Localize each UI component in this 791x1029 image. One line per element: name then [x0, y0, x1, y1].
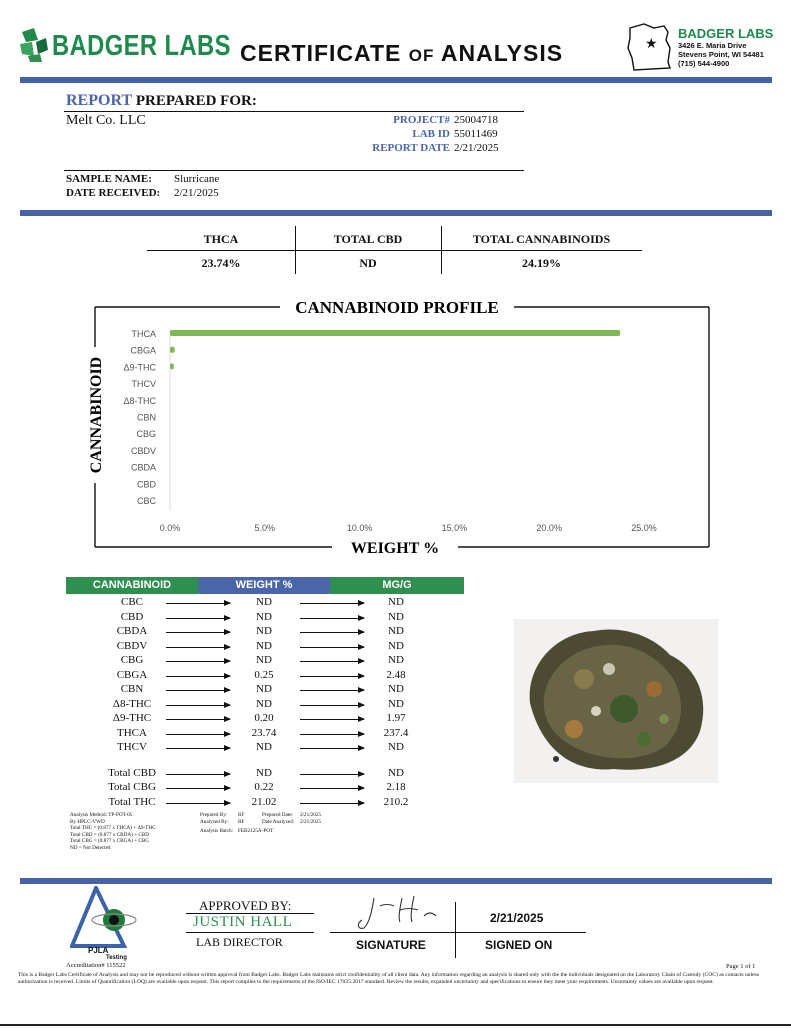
date-received: 2/21/2025 — [174, 187, 219, 199]
method-note: Analysis Method: TP-POT-05 — [70, 812, 133, 818]
mg-value: ND — [388, 697, 404, 710]
cannabinoid-name: THCV — [117, 741, 147, 753]
table-row — [66, 741, 466, 756]
director-title: LAB DIRECTOR — [196, 935, 283, 949]
mg-value: 2.18 — [386, 781, 406, 794]
mg-value: ND — [388, 596, 404, 608]
prepared-date-label: Prepared Date: — [262, 812, 293, 818]
signature-divider — [455, 902, 456, 958]
project-number: 25004718 — [454, 114, 498, 126]
analyzed-by: RF — [238, 818, 245, 825]
mg-value: ND — [388, 610, 404, 623]
table-row — [66, 654, 466, 669]
pjla-testing: Testing — [106, 955, 127, 961]
summary-table — [147, 226, 642, 274]
accreditation-number: Accreditation# 115522 — [66, 962, 126, 969]
weight-value: ND — [256, 610, 272, 623]
sample-rule — [64, 170, 524, 171]
page-number: Page 1 of 1 — [726, 963, 756, 970]
cannabinoid-name: CBD — [120, 610, 144, 623]
weight-value: ND — [256, 683, 272, 695]
chart-category-label: CBG — [136, 429, 156, 440]
method-note: Total THC = (0.877 x THCA) + Δ9-THC — [70, 825, 156, 831]
chart-title: CANNABINOID PROFILE — [295, 298, 499, 317]
total-row — [66, 767, 466, 782]
summary-rule — [147, 250, 642, 251]
sample-info — [66, 173, 219, 201]
chart-x-tick-label: 20.0% — [536, 523, 562, 533]
chart-category-label: THCA — [131, 329, 156, 339]
lab-id-label: LAB ID — [412, 128, 450, 140]
chart-category-label: CBN — [136, 412, 156, 423]
mg-value: ND — [388, 625, 404, 637]
chart-category-label: Δ9-THC — [123, 362, 156, 373]
cannabinoid-name: Total CBD — [108, 767, 156, 779]
table-row — [66, 625, 466, 640]
weight-value: ND — [256, 596, 272, 608]
report-rule — [64, 111, 524, 112]
chart-x-tick-label: 10.0% — [346, 523, 373, 533]
chart-category-label: CBC — [136, 496, 156, 506]
weight-value: ND — [256, 697, 272, 710]
weight-value: ND — [256, 654, 272, 666]
project-label: PROJECT# — [393, 114, 450, 126]
report-date-label: REPORT DATE — [372, 142, 450, 154]
prepared-info — [200, 812, 370, 835]
signature-image — [350, 892, 450, 934]
cannabinoid-name: CBGA — [116, 668, 148, 681]
date-received-label: DATE RECEIVED: — [66, 187, 161, 199]
method-notes — [70, 812, 190, 851]
weight-value: 21.02 — [251, 795, 277, 808]
weight-value: ND — [256, 625, 272, 637]
prepared-by: RF — [238, 812, 245, 818]
sample-name-label: SAMPLE NAME: — [66, 173, 152, 185]
chart-x-tick-label: 25.0% — [631, 523, 657, 533]
chart-bar — [170, 330, 620, 336]
pjla-label: PJLA — [88, 946, 109, 955]
signed-date: 2/21/2025 — [490, 911, 544, 925]
table-row — [66, 727, 466, 742]
weight-value: ND — [256, 639, 272, 652]
chart-bar — [170, 347, 175, 353]
document-title: CERTIFICATE OF ANALYSIS — [240, 40, 564, 66]
mg-value: ND — [388, 639, 404, 652]
method-note: Total CBG = (0.877 x CBGA) + CBG — [70, 838, 149, 844]
analyzed-by-label: Analyzed By: — [200, 818, 229, 825]
lab-address-line: 3426 E. Maria Drive — [678, 41, 747, 50]
weight-value: 0.25 — [254, 668, 274, 681]
chart-x-tick-label: 15.0% — [441, 523, 468, 533]
cannabinoid-name: CBG — [120, 654, 144, 666]
table-row — [66, 640, 466, 655]
mg-value: 1.97 — [386, 712, 406, 724]
chart-x-tick-label: 0.0% — [159, 523, 181, 533]
lab-name: BADGER LABS — [678, 26, 774, 41]
mg-value: ND — [388, 683, 404, 695]
lab-city-line: Stevens Point, WI 54481 — [678, 50, 764, 59]
sample-photo — [514, 619, 718, 783]
method-note: By HPLC-VWD — [70, 818, 105, 825]
summary-header-thca: THCA — [203, 232, 239, 246]
analyzed-date: 2/21/2025 — [300, 818, 322, 825]
chart-y-axis-label: CANNABINOID — [88, 356, 105, 474]
cannabinoid-name: THCA — [117, 726, 147, 739]
director-rule — [186, 932, 314, 933]
batch-id: FEB2125A-POT — [238, 828, 274, 834]
weight-value: 0.22 — [254, 781, 274, 794]
summary-header-total-cbd: TOTAL CBD — [333, 232, 403, 246]
lab-phone: (715) 544-4900 — [678, 59, 730, 68]
report-divider — [20, 210, 772, 216]
chart-category-label: CBGA — [130, 345, 156, 356]
director-name: JUSTIN HALL — [193, 914, 293, 930]
cannabinoid-name: Δ9-THC — [112, 712, 152, 724]
brand-name: BADGER LABS — [52, 30, 231, 62]
weight-value: 23.74 — [251, 726, 277, 739]
prepared-date: 2/21/2025 — [300, 812, 322, 818]
signature-label: SIGNATURE — [356, 938, 426, 952]
table-header-cannabinoid: CANNABINOID — [66, 577, 198, 594]
chart-category-label: CBD — [136, 479, 156, 490]
cannabinoid-name: Total CBG — [108, 781, 156, 794]
header-divider — [20, 77, 772, 83]
footer-divider — [20, 878, 772, 884]
table-row — [66, 712, 466, 727]
lab-id: 55011469 — [454, 128, 498, 140]
cannabinoid-name: Total THC — [108, 795, 156, 808]
table-header-mg: MG/G — [330, 577, 464, 594]
report-date: 2/21/2025 — [454, 142, 499, 154]
summary-total-cbd-value: ND — [359, 256, 377, 270]
mg-value: 237.4 — [383, 726, 409, 739]
mg-value: 2.48 — [386, 668, 406, 681]
disclaimer-text: This is a Badger Labs Certificate of Analysis and may not be reproduced without written approval from Badger Labs. Badger Labs maintains strict confidentiality of all client data. Any information regarding an analysis is shared only with the the individuals designated on the Laboratory Chain of Custody (COC) as contacts unless authorization is received. Limits of Quantification (LOQ) are available upon request. This report complies to the requirements of the ISO/IEC 17025:2017 standard. Review the results, expanded uncertainty and specifications to ensure they meet your requirements. Uncertainty values are available upon request. — [18, 972, 759, 986]
project-info — [340, 114, 499, 156]
analyzed-date-label: Date Analyzed: — [262, 818, 295, 825]
table-row — [66, 698, 466, 713]
signature-rule — [330, 932, 586, 933]
prepared-by-label: Prepared By: — [200, 812, 228, 818]
mg-value: ND — [388, 654, 404, 666]
signed-on-label: SIGNED ON — [485, 938, 553, 952]
table-row — [66, 596, 466, 611]
chart-category-label: Δ8-THC — [123, 395, 156, 406]
batch-label: Analysis Batch: — [200, 828, 233, 834]
table-header-weight: WEIGHT % — [198, 577, 330, 594]
summary-thca-value: 23.74% — [201, 256, 241, 270]
summary-divider — [295, 226, 296, 274]
table-row — [66, 611, 466, 626]
total-row — [66, 781, 466, 796]
weight-value: 0.20 — [254, 712, 274, 724]
cannabinoid-name: CBN — [120, 683, 144, 695]
cannabinoid-name: Δ8-THC — [112, 697, 152, 710]
report-prepared-for-label: REPORT PREPARED FOR: — [66, 92, 257, 109]
cannabinoid-name: CBC — [120, 596, 143, 608]
summary-divider — [441, 226, 442, 274]
mg-value: ND — [388, 767, 404, 779]
method-note: Total CBD = (0.877 x CBDA) + CBD — [70, 831, 149, 838]
approved-by-label: APPROVED BY: — [199, 898, 292, 913]
chart-category-label: CBDV — [130, 445, 156, 456]
mg-value: ND — [388, 741, 404, 753]
method-note: ND = Not Detected — [70, 844, 111, 851]
summary-total-cannabinoids-value: 24.19% — [522, 256, 561, 270]
chart-x-tick-label: 5.0% — [254, 523, 276, 533]
chart-bar — [170, 363, 174, 369]
star-icon: ★ — [645, 37, 658, 52]
chart-x-axis-label: WEIGHT % — [350, 540, 440, 557]
weight-value: ND — [256, 741, 272, 753]
pjla-logo-icon — [70, 886, 154, 950]
sample-name: Slurricane — [174, 173, 220, 185]
cannabinoid-name: CBDV — [116, 639, 148, 652]
lab-address-block — [678, 26, 773, 68]
chart-category-label: CBDA — [130, 462, 156, 473]
table-row — [66, 669, 466, 684]
table-row — [66, 683, 466, 698]
summary-header-total-cannabinoids: TOTAL CANNABINOIDS — [472, 232, 611, 246]
bottom-rule — [0, 1024, 791, 1026]
chart-category-label: THCV — [131, 379, 156, 390]
client-name: Melt Co. LLC — [66, 113, 146, 128]
cannabinoid-profile-chart — [84, 293, 724, 561]
total-row — [66, 796, 466, 811]
weight-value: ND — [256, 767, 272, 779]
brand-logo-icon — [18, 28, 50, 62]
cannabinoid-name: CBDA — [116, 625, 148, 637]
mg-value: 210.2 — [383, 795, 409, 808]
